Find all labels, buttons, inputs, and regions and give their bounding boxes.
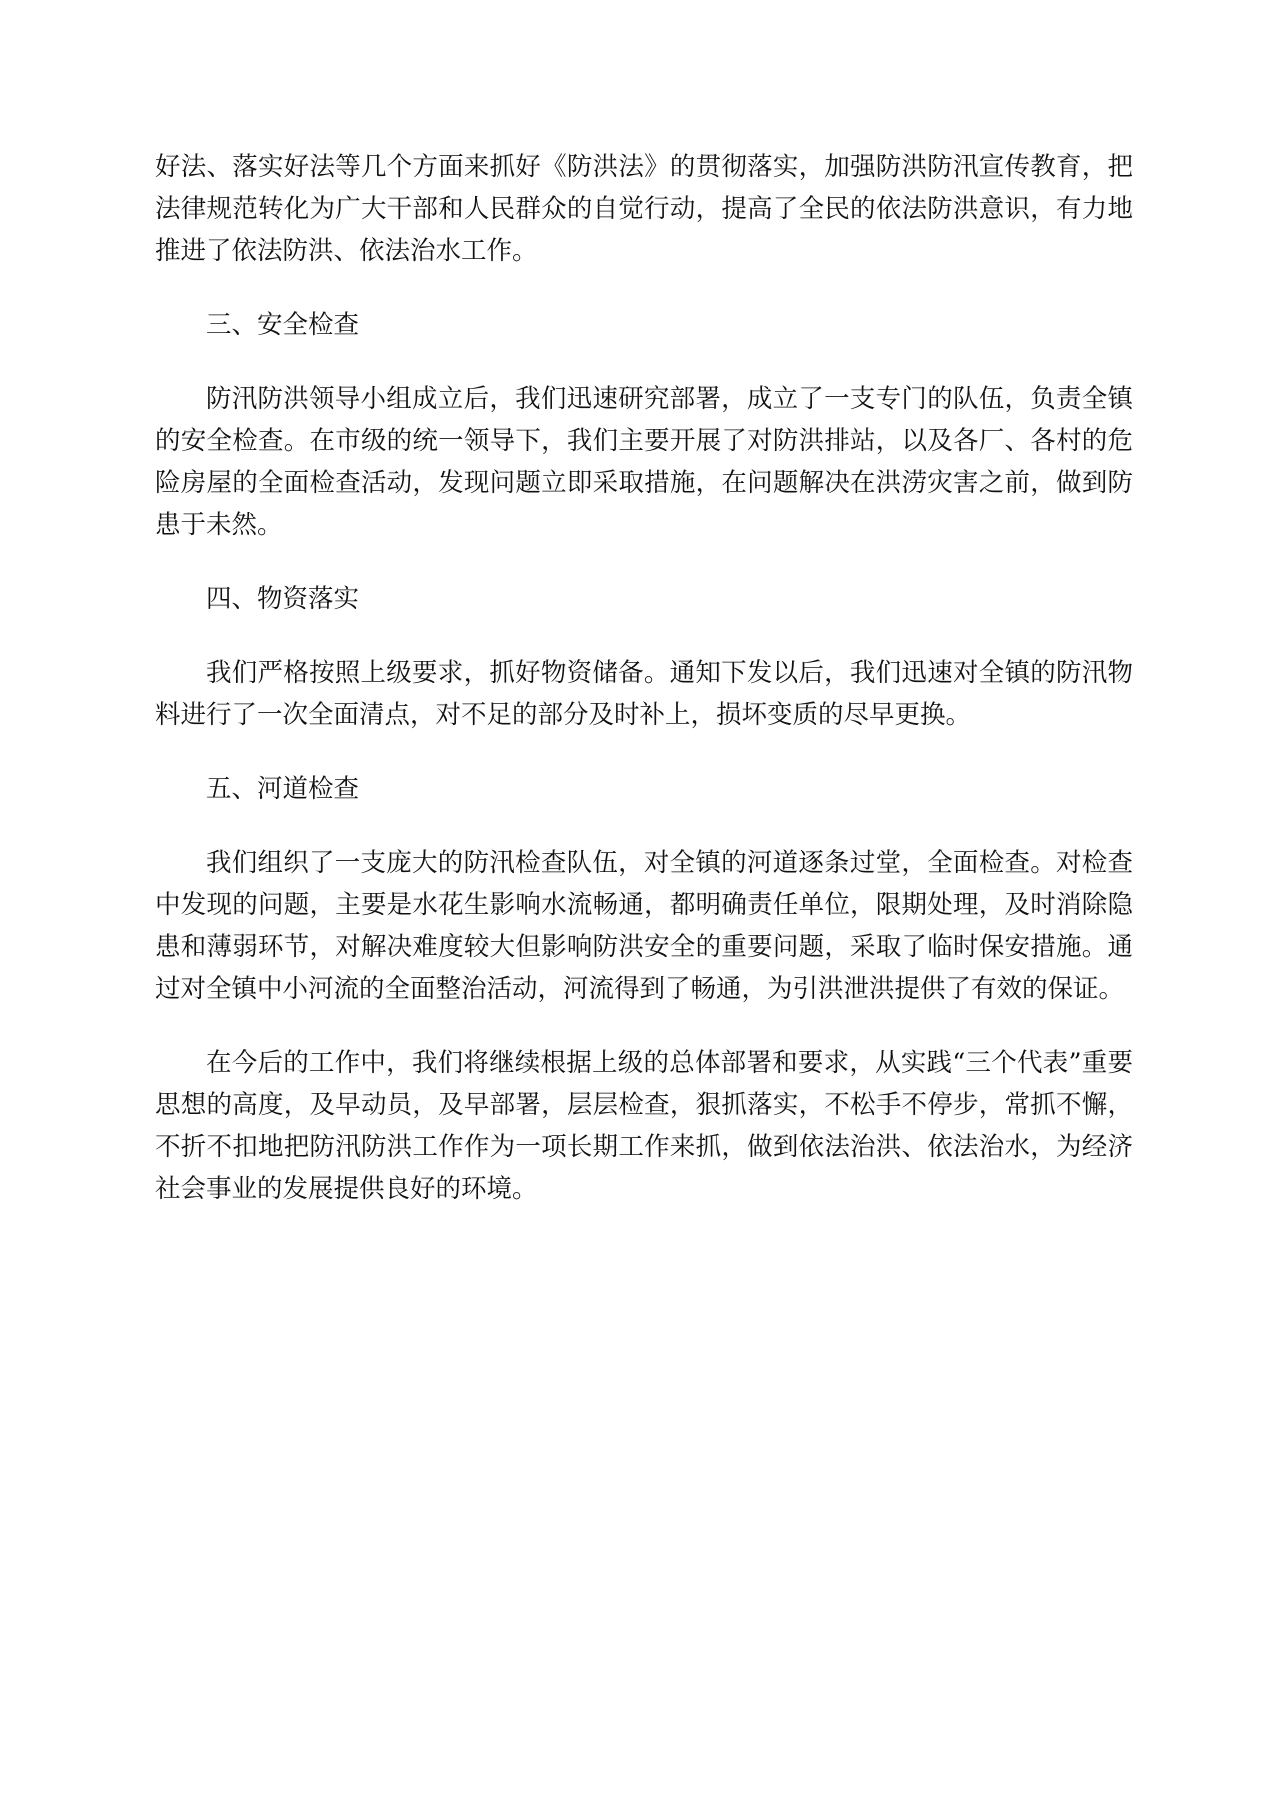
paragraph-law-enforcement-continued: 好法、落实好法等几个方面来抓好《防洪法》的贯彻落实，加强防洪防汛宣传教育，把法律规范转化为广大干部和人民群众的自觉行动，提高了全民的依法防洪意识，有力地推进了依法防洪、依法治水工作。 (155, 152, 1133, 266)
paragraph-materials: 我们严格按照上级要求，抓好物资储备。通知下发以后，我们迅速对全镇的防汛物料进行了一次全面清点，对不足的部分及时补上，损坏变质的尽早更换。 (155, 658, 1133, 730)
section-heading-safety-inspection: 三、安全检查 (206, 310, 360, 340)
section-heading-river-inspection: 五、河道检查 (206, 774, 360, 804)
paragraph-river-inspection: 我们组织了一支庞大的防汛检查队伍，对全镇的河道逐条过堂，全面检查。对检查中发现的问题，主要是水花生影响水流畅通，都明确责任单位，限期处理，及时消除隐患和薄弱环节，对解决难度较大但影响防洪安全的重要问题，采取了临时保安措施。通过对全镇中小河流的全面整治活动，河流得到了畅通，为引洪泄洪提供了有效的保证。 (155, 848, 1133, 1004)
document-body (155, 146, 1133, 1242)
paragraph-future-work: 在今后的工作中，我们将继续根据上级的总体部署和要求，从实践“三个代表”重要思想的高度，及早动员，及早部署，层层检查，狠抓落实，不松手不停步，常抓不懈，不折不扣地把防汛防洪工作作为一项长期工作来抓，做到依法治洪、依法治水，为经济社会事业的发展提供良好的环境。 (155, 1048, 1133, 1204)
section-heading-materials: 四、物资落实 (206, 584, 360, 614)
paragraph-safety-inspection: 防汛防洪领导小组成立后，我们迅速研究部署，成立了一支专门的队伍，负责全镇的安全检查。在市级的统一领导下，我们主要开展了对防洪排站，以及各厂、各村的危险房屋的全面检查活动，发现问题立即采取措施，在问题解决在洪涝灾害之前，做到防患于未然。 (155, 384, 1133, 540)
